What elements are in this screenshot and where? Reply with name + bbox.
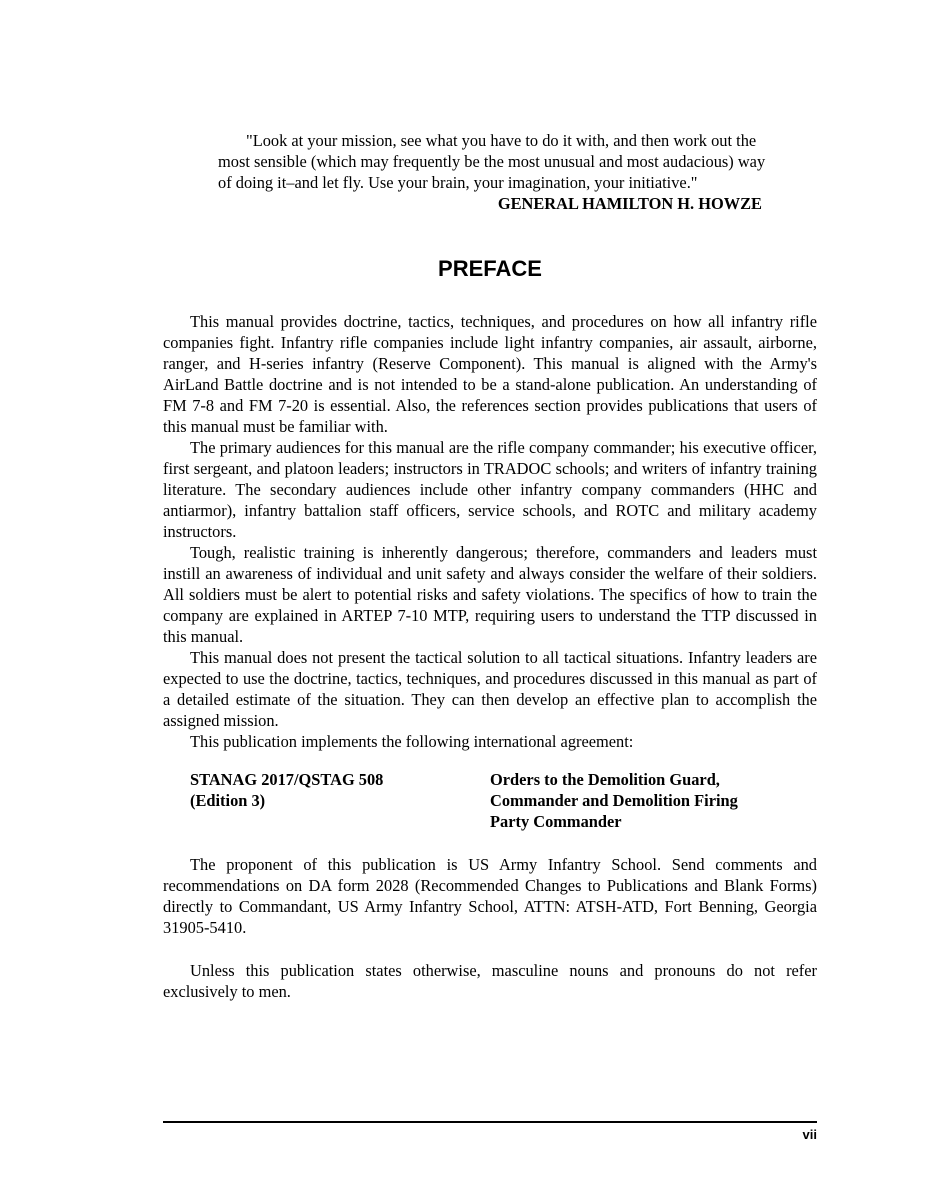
agreement-edition-line: (Edition 3) (190, 791, 266, 810)
paragraph-safety: Tough, realistic training is inherently dangerous; therefore, commanders and leaders must instill an awareness of individual and unit safety and always consider the welfare of their soldiers. All soldiers must be alert to potential risks and safety violations. The specifics of how to train the company are explained in ARTEP 7-10 MTP, requiring users to understand the TTP discussed in this manual. (163, 543, 817, 646)
agreement-title-line: Orders to the Demolition Guard, (490, 770, 720, 789)
paragraph-tactical-solution: This manual does not present the tactical solution to all tactical situations. Infantry leaders are expected to use the doctrine, tactics, techniques, and procedures discussed in this manual as part of a detailed estimate of the situation. They can then develop an effective plan to accomplish the assigned mission. (163, 648, 817, 730)
paragraph-scope: This manual provides doctrine, tactics, techniques, and procedures on how all infantry rifle companies fight. Infantry rifle companies include light infantry companies, air assault, airborne, ranger, and H-series infantry (Reserve Component). This manual is aligned with the Army's AirLand Battle doctrine and is not intended to be a stand-alone publication. An understanding of FM 7-8 and FM 7-20 is essential. Also, the references section provides publications that users of this manual must be familiar with. (163, 312, 817, 436)
agreement-title-line: Party Commander (490, 812, 622, 831)
page-title: PREFACE (438, 256, 542, 281)
epigraph-quote: "Look at your mission, see what you have to do it with, and then work out the most sensible (which may frequently be the most unusual and most audacious) way of doing it–and let fly. Use your brain, your imagination, your initiative." (218, 131, 766, 192)
footer-divider (163, 1121, 817, 1123)
page-number: vii (802, 1127, 817, 1142)
agreement-title (490, 769, 790, 832)
paragraph-agreement-intro: This publication implements the following international agreement: (190, 732, 634, 751)
preface-body (163, 311, 817, 1002)
paragraph-audience: The primary audiences for this manual are the rifle company commander; his executive officer, first sergeant, and platoon leaders; instructors in TRADOC schools; and writers of infantry training literature. The secondary audiences include other infantry company commanders (HHC and antiarmor), infantry battalion staff officers, service schools, and ROTC and military academy instructors. (163, 438, 817, 541)
agreement-code-line: STANAG 2017/QSTAG 508 (190, 770, 384, 789)
epigraph-attribution: GENERAL HAMILTON H. HOWZE (497, 194, 762, 213)
epigraph (218, 130, 766, 214)
agreement-title-line: Commander and Demolition Firing (490, 791, 738, 810)
paragraph-gender-note: Unless this publication states otherwise, masculine nouns and pronouns do not refer exclusively to men. (163, 961, 817, 1001)
paragraph-proponent: The proponent of this publication is US Army Infantry School. Send comments and recommendations on DA form 2028 (Recommended Changes to Publications and Blank Forms) directly to Commandant, US Army Infantry School, ATTN: ATSH-ATD, Fort Benning, Georgia 31905-5410. (163, 855, 817, 937)
agreement-table (163, 769, 817, 832)
agreement-code (163, 769, 490, 832)
